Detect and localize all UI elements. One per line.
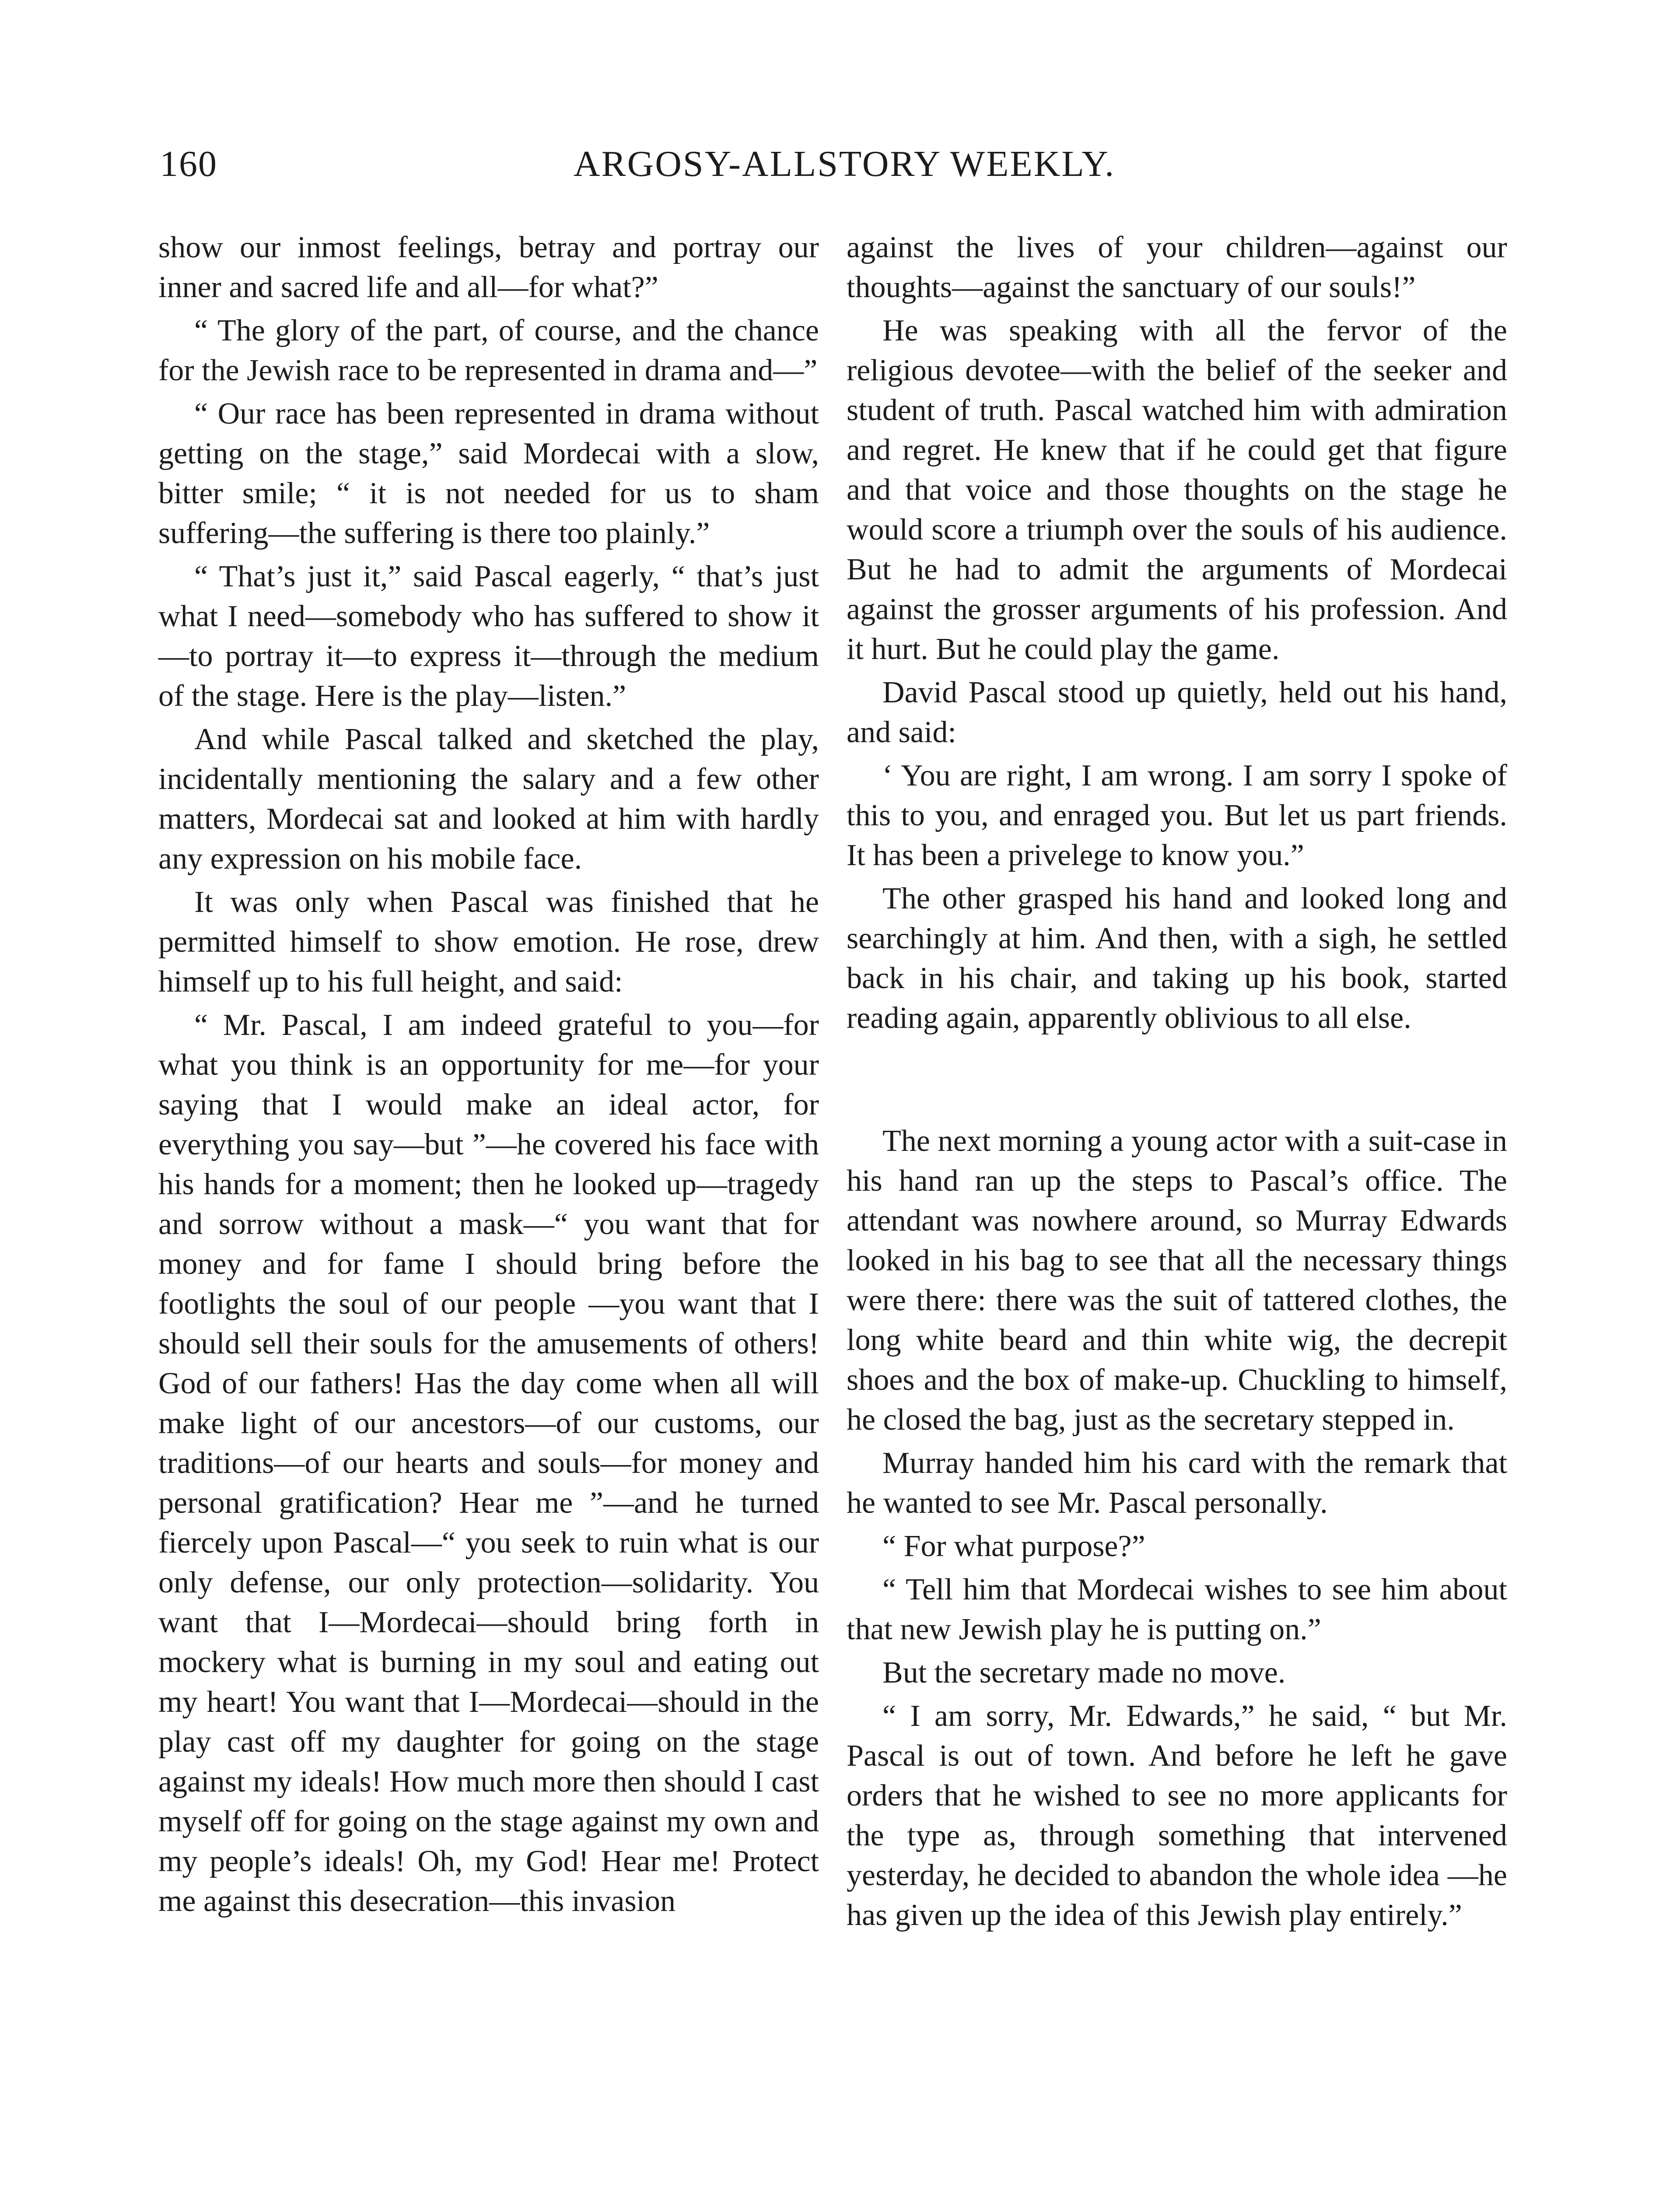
paragraph: “ Tell him that Mordecai wishes to see him about that new Jewish play he is putting on.” [847,1573,1507,1646]
paragraph: And while Pascal talked and sketched the play, incidentally mentioning the salary and a few other matters, Mordecai sat and looked at him with hardly any expression on his mobile face. [158,722,819,876]
paragraph: ‘ You are right, I am wrong. I am sorry I spoke of this to you, and enraged you. But let us part friends. It has been a privelege to know you.” [847,759,1507,872]
paragraph: “ Mr. Pascal, I am indeed grateful to you—for what you think is an opportunity for me—for your saying that I would make an ideal actor, for everything you say—but ”—he covered his face with his hands for a moment; then he looked up—tragedy and sorrow without a mask—“ you want that for money and for fame I should bring before the footlights the soul of our people —you want that I should sell their souls for the amusements of others! God of our fathers! Has the day come when all will make light of our ancestors—of our customs, our traditions—of our hearts and souls—for money and personal gratification? Hear me ”—and he turned fiercely upon Pascal—“ you seek to ruin what is our only defense, our only protection—solidarity. You want that I—Mordecai—should bring forth in mockery what is burning in my soul and eating out my heart! You want that I—Mordecai—should in the play cast off my daughter for going on the stage against my ideals! How much more then should I cast myself off for going on the stage against my own and my people’s ideals! Oh, my God! Hear me! Protect me against this desecration—this invasion [158,1008,819,1918]
paragraph: Murray handed him his card with the remark that he wanted to see Mr. Pascal personally. [847,1446,1507,1520]
paragraph: David Pascal stood up quietly, held out his hand, and said: [847,676,1507,749]
paragraph: He was speaking with all the fervor of the religious devotee—with the belief of the seeker and student of truth. Pascal watched him with admiration and regret. He knew that if he could get that figure and that voice and those thoughts on the stage he would score a triumph over the souls of his audience. But he had to admit the arguments of Mordecai against the grosser arguments of his profession. And it hurt. But he could play the game. [847,314,1507,666]
section-break [847,1041,1507,1121]
paragraph: It was only when Pascal was finished that he permitted himself to show emotion. He rose, drew himself up to his full height, and said: [158,885,819,999]
left-column [158,228,819,1925]
page-header [160,140,1529,188]
paragraph: show our inmost feelings, betray and portray our inner and sacred life and all—for what?” [158,231,819,304]
paragraph: “ For what purpose?” [882,1529,1145,1563]
paragraph: But the secretary made no move. [882,1656,1286,1690]
paragraph: The next morning a young actor with a suit-case in his hand ran up the steps to Pascal’s office. The attendant was nowhere around, so Murray Edwards looked in his bag to see that all the necessary things were there: there was the suit of tattered clothes, the long white beard and thin white wig, the decrepit shoes and the box of make-up. Chuckling to himself, he closed the bag, just as the secretary stepped in. [847,1124,1507,1437]
paragraph: “ The glory of the part, of course, and the chance for the Jewish race to be represented in drama and—” [158,314,819,387]
paragraph: “ Our race has been represented in drama without getting on the stage,” said Mordecai with a slow, bitter smile; “ it is not needed for us to sham suffering—the suffering is there too plainly.” [158,397,819,550]
right-column [847,228,1507,1939]
paragraph: The other grasped his hand and looked long and searchingly at him. And then, with a sigh, he settled back in his chair, and taking up his book, started reading again, apparently oblivious to all else. [847,882,1507,1035]
paragraph: “ That’s just it,” said Pascal eagerly, “ that’s just what I need—somebody who has suffered to show it—to portray it—to express it—through the medium of the stage. Here is the play—listen.” [158,560,819,713]
paragraph: “ I am sorry, Mr. Edwards,” he said, “ but Mr. Pascal is out of town. And before he left he gave orders that he wished to see no more applicants for the type as, through something that intervened yesterday, he decided to abandon the whole idea —he has given up the idea of this Jewish play entirely.” [847,1699,1507,1932]
page-number: 160 [160,144,217,184]
running-title: ARGOSY-ALLSTORY WEEKLY. [573,144,1116,184]
paragraph: against the lives of your children—against our thoughts—against the sanctuary of our souls!” [847,231,1507,304]
